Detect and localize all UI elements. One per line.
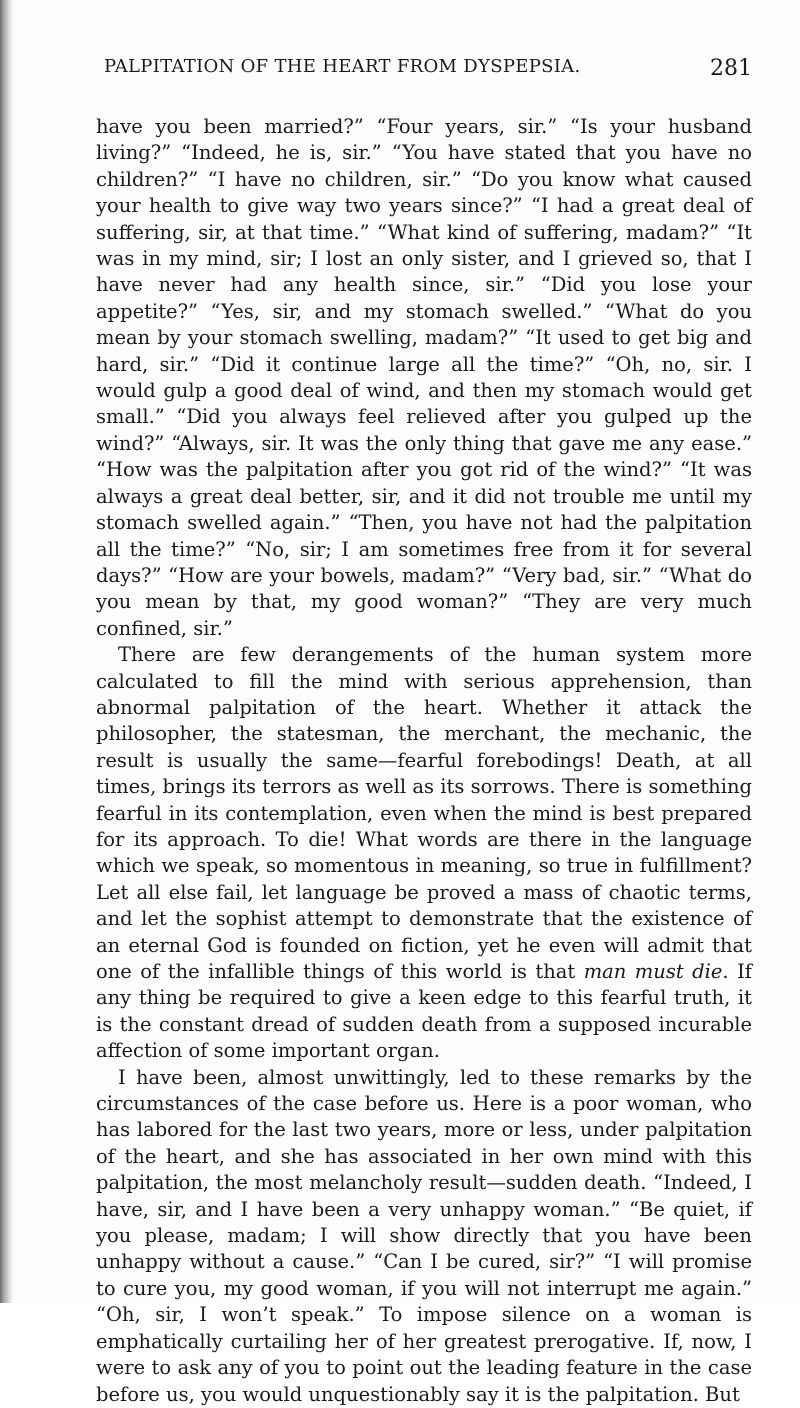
body-text (96, 114, 752, 1408)
paragraph-case: I have been, almost unwittingly, led to these remarks by the circumstances of the case before us. Here is a poor woman, who has labored for the last two years, more or less, under palpitation of the heart, and she has associated in her own mind with this palpitation, the most melancholy result—sudden death. “Indeed, I have, sir, and I have been a very unhappy woman.” “Be quiet, if you please, madam; I will show directly that you have been unhappy without a cause.” “Can I be cured, sir?” “I will promise to cure you, my good woman, if you will not interrupt me again.” “Oh, sir, I won’t speak.” To impose silence on a woman is emphatically curtailing her of her greatest prerogative. If, now, I were to ask any of you to point out the leading feature in the case before us, you would unquestionably say it is the palpitation. But (96, 1065, 752, 1406)
page-number: 281 (710, 56, 752, 81)
running-head: PALPITATION OF THE HEART FROM DYSPEPSIA. (104, 56, 581, 77)
paragraph-reflection-text-b: If any thing be required to give a keen edge to this fearful truth, it is the constant dread of sudden death from a supposed incurable affection of some important organ. (96, 960, 752, 1063)
paragraph-dialogue: have you been married?” “Four years, sir.” “Is your husband living?” “Indeed, he is, sir.” “You have stated that you have no children?” “I have no children, sir.” “Do you know what caused your health to give way two years since?” “I had a great deal of suffering, sir, at that time.” “What kind of suffering, madam?” “It was in my mind, sir; I lost an only sister, and I grieved so, that I have never had any health since, sir.” “Did you lose your appetite?” “Yes, sir, and my stomach swelled.” “What do you mean by your stomach swelling, madam?” “It used to get big and hard, sir.” “Did it continue large all the time?” “Oh, no, sir. I would gulp a good deal of wind, and then my stomach would get small.” “Did you always feel relieved after you gulped up the wind?” “Always, sir. It was the only thing that gave me any ease.” “How was the palpitation after you got rid of the wind?” “It was always a great deal better, sir, and it did not trouble me until my stomach swelled again.” “Then, you have not had the palpitation all the time?” “No, sir; I am sometimes free from it for several days?” “How are your bowels, madam?” “Very bad, sir.” “What do you mean by that, my good woman?” “They are very much confined, sir.” (96, 115, 752, 640)
paragraph-reflection-text-a: There are few derangements of the human system more calculated to fill the mind with serious apprehension, than abnormal palpitation of the heart. Whether it attack the philosopher, the statesman, the merchant, the mechanic, the result is usually the same—fearful forebodings! Death, at all times, brings its terrors as well as its sorrows. There is something fearful in its contemplation, even when the mind is best prepared for its approach. To die! What words are there in the language which we speak, so momentous in meaning, so true in fulfillment? Let all else fail, let language be proved a mass of chaotic terms, and let the sophist attempt to demonstrate that the existence of an eternal God is founded on fiction, yet he even will admit that one of the infallible things of this world is that (96, 643, 752, 983)
page-gutter-shadow (0, 0, 14, 1303)
page-header (96, 56, 752, 96)
paragraph-reflection-italic: man must die. (583, 960, 729, 983)
paragraph-reflection (96, 642, 752, 1065)
